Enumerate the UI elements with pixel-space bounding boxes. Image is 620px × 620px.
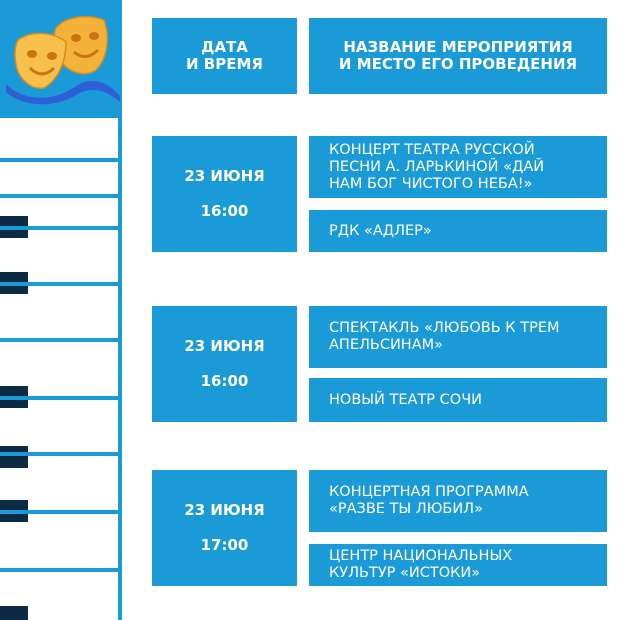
event-title: КОНЦЕРТНАЯ ПРОГРАММА «РАЗВЕ ТЫ ЛЮБИЛ» [309,470,607,532]
header-event-name: НАЗВАНИЕ МЕРОПРИЯТИЯ И МЕСТО ЕГО ПРОВЕДЕНИЯ [309,18,607,94]
piano-black-key [0,606,28,620]
theater-masks-icon [4,6,122,110]
header-date-time: ДАТА И ВРЕМЯ [152,18,297,94]
event-title: КОНЦЕРТ ТЕАТРА РУССКОЙ ПЕСНИ А. ЛАРЬКИНОЙ «ДАЙ НАМ БОГ ЧИСТОГО НЕБА!» [309,136,607,198]
event-venue: ЦЕНТР НАЦИОНАЛЬНЫХ КУЛЬТУР «ИСТОКИ» [309,544,607,586]
piano-black-key [0,446,28,468]
event-time: 16:00 [200,372,249,390]
event-venue: НОВЫЙ ТЕАТР СОЧИ [309,378,607,422]
piano-key-line [0,158,120,162]
event-venue: РДК «АДЛЕР» [309,210,607,252]
decorative-sidebar [0,0,122,620]
piano-key-line [0,396,120,400]
event-date-cell [152,470,297,586]
event-title: СПЕКТАКЛЬ «ЛЮБОВЬ К ТРЕМ АПЕЛЬСИНАМ» [309,306,607,368]
piano-key-line [0,226,120,230]
piano-key-line [0,338,120,342]
event-date: 23 ИЮНЯ [184,167,265,185]
event-date: 23 ИЮНЯ [184,337,265,355]
piano-key-line [0,282,120,286]
piano-key-line [0,452,120,456]
piano-key-line [0,568,120,572]
event-time: 17:00 [200,536,249,554]
event-date: 23 ИЮНЯ [184,501,265,519]
event-date-cell [152,136,297,252]
piano-key-line [0,510,120,514]
piano-key-line [0,194,120,198]
event-time: 16:00 [200,202,249,220]
event-date-cell [152,306,297,422]
